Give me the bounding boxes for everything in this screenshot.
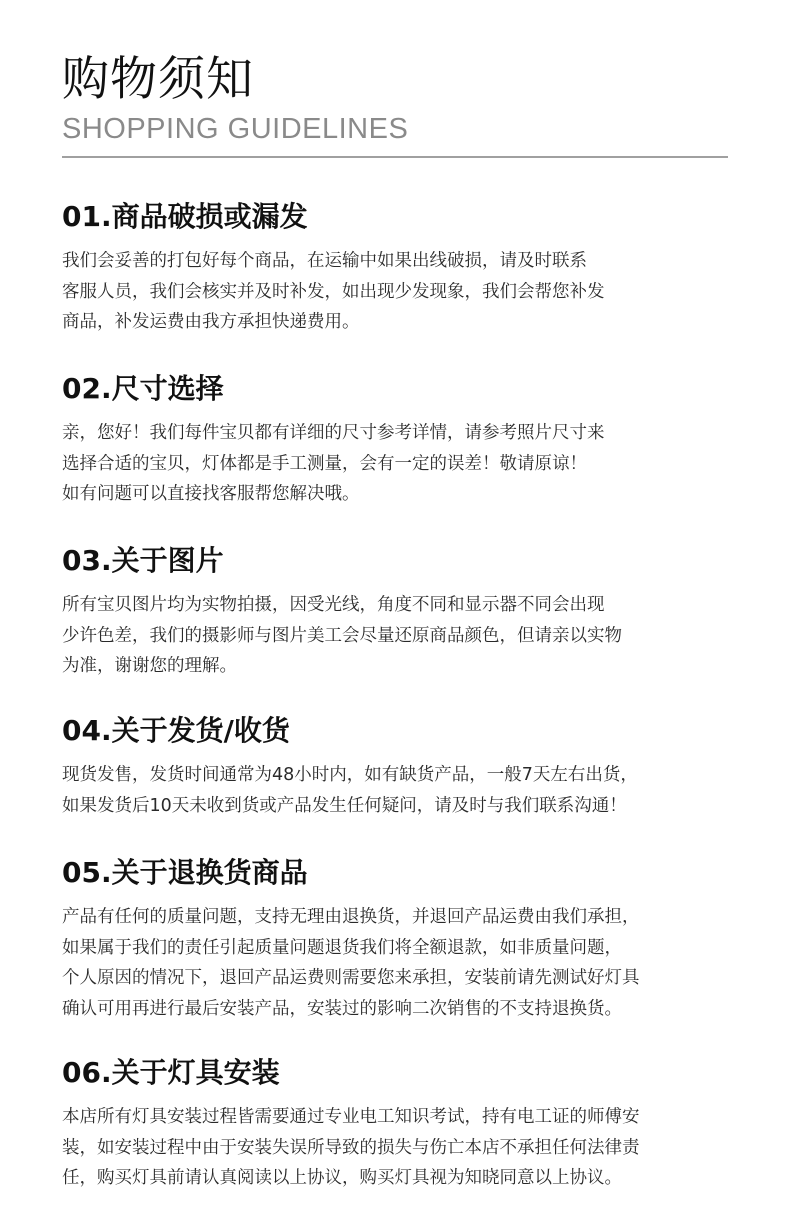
section-text-line: 装，如安装过程中由于安装失误所导致的损失与伤亡本店不承担任何法律责: [62, 1137, 640, 1158]
section-about-images: [62, 544, 732, 682]
section-text-line: 如果属于我们的责任引起质量问题退货我们将全额退款，如非质量问题，: [62, 937, 622, 958]
section-heading: 04.关于发货/收货: [62, 714, 290, 747]
section-text-line: 我们会妥善的打包好每个商品，在运输中如果出线破损，请及时联系: [62, 251, 587, 271]
section-text-line: 本店所有灯具安装过程皆需要通过专业电工知识考试，持有电工证的师傅安: [62, 1107, 640, 1127]
section-text-line: 为准，谢谢您的理解。: [62, 656, 237, 676]
section-body: [62, 902, 732, 1024]
section-text-line: 如果发货后10天未收到货或产品发生任何疑问，请及时与我们联系沟通！: [62, 795, 627, 816]
section-text-line: 确认可用再进行最后安装产品，安装过的影响二次销售的不支持退换货。: [62, 998, 622, 1019]
section-text-line: 客服人员，我们会核实并及时补发，如出现少发现象，我们会帮您补发: [62, 281, 605, 302]
section-text-line: 少许色差，我们的摄影师与图片美工会尽量还原商品颜色，但请亲以实物: [62, 625, 622, 646]
section-body: [62, 418, 732, 510]
section-text-line: 所有宝贝图片均为实物拍摄，因受光线，角度不同和显示器不同会出现: [62, 595, 605, 615]
section-heading: 05.关于退换货商品: [62, 856, 308, 889]
section-body: [62, 246, 732, 338]
title-divider: [62, 156, 728, 158]
section-lamp-installation: [62, 1056, 732, 1194]
section-returns-exchanges: [62, 856, 732, 1024]
section-text-line: 产品有任何的质量问题，支持无理由退换货，并退回产品运费由我们承担，: [62, 907, 640, 927]
page-subtitle: SHOPPING GUIDELINES: [62, 113, 409, 145]
section-text-line: 商品，补发运费由我方承担快递费用。: [62, 312, 360, 332]
section-shipping-receiving: [62, 714, 732, 821]
section-text-line: 个人原因的情况下，退回产品运费则需要您来承担，安装前请先测试好灯具: [62, 968, 640, 988]
section-text-line: 亲，您好！我们每件宝贝都有详细的尺寸参考详情，请参考照片尺寸来: [62, 423, 605, 443]
section-heading: 06.关于灯具安装: [62, 1056, 280, 1089]
section-text-line: 选择合适的宝贝，灯体都是手工测量，会有一定的误差！敬请原谅！: [62, 453, 587, 474]
section-size-selection: [62, 372, 732, 510]
section-body: [62, 760, 732, 821]
section-heading: 03.关于图片: [62, 544, 224, 577]
section-heading: 02.尺寸选择: [62, 372, 224, 405]
section-text-line: 现货发售，发货时间通常为48小时内，如有缺货产品，一般7天左右出货，: [62, 765, 638, 785]
section-heading: 01.商品破损或漏发: [62, 200, 308, 233]
page-title: 购物须知: [62, 52, 254, 107]
section-text-line: 如有问题可以直接找客服帮您解决哦。: [62, 484, 360, 504]
section-body: [62, 1102, 732, 1194]
section-body: [62, 590, 732, 682]
section-text-line: 任，购买灯具前请认真阅读以上协议，购买灯具视为知晓同意以上协议。: [62, 1168, 622, 1188]
section-damage-or-missing: [62, 200, 732, 338]
